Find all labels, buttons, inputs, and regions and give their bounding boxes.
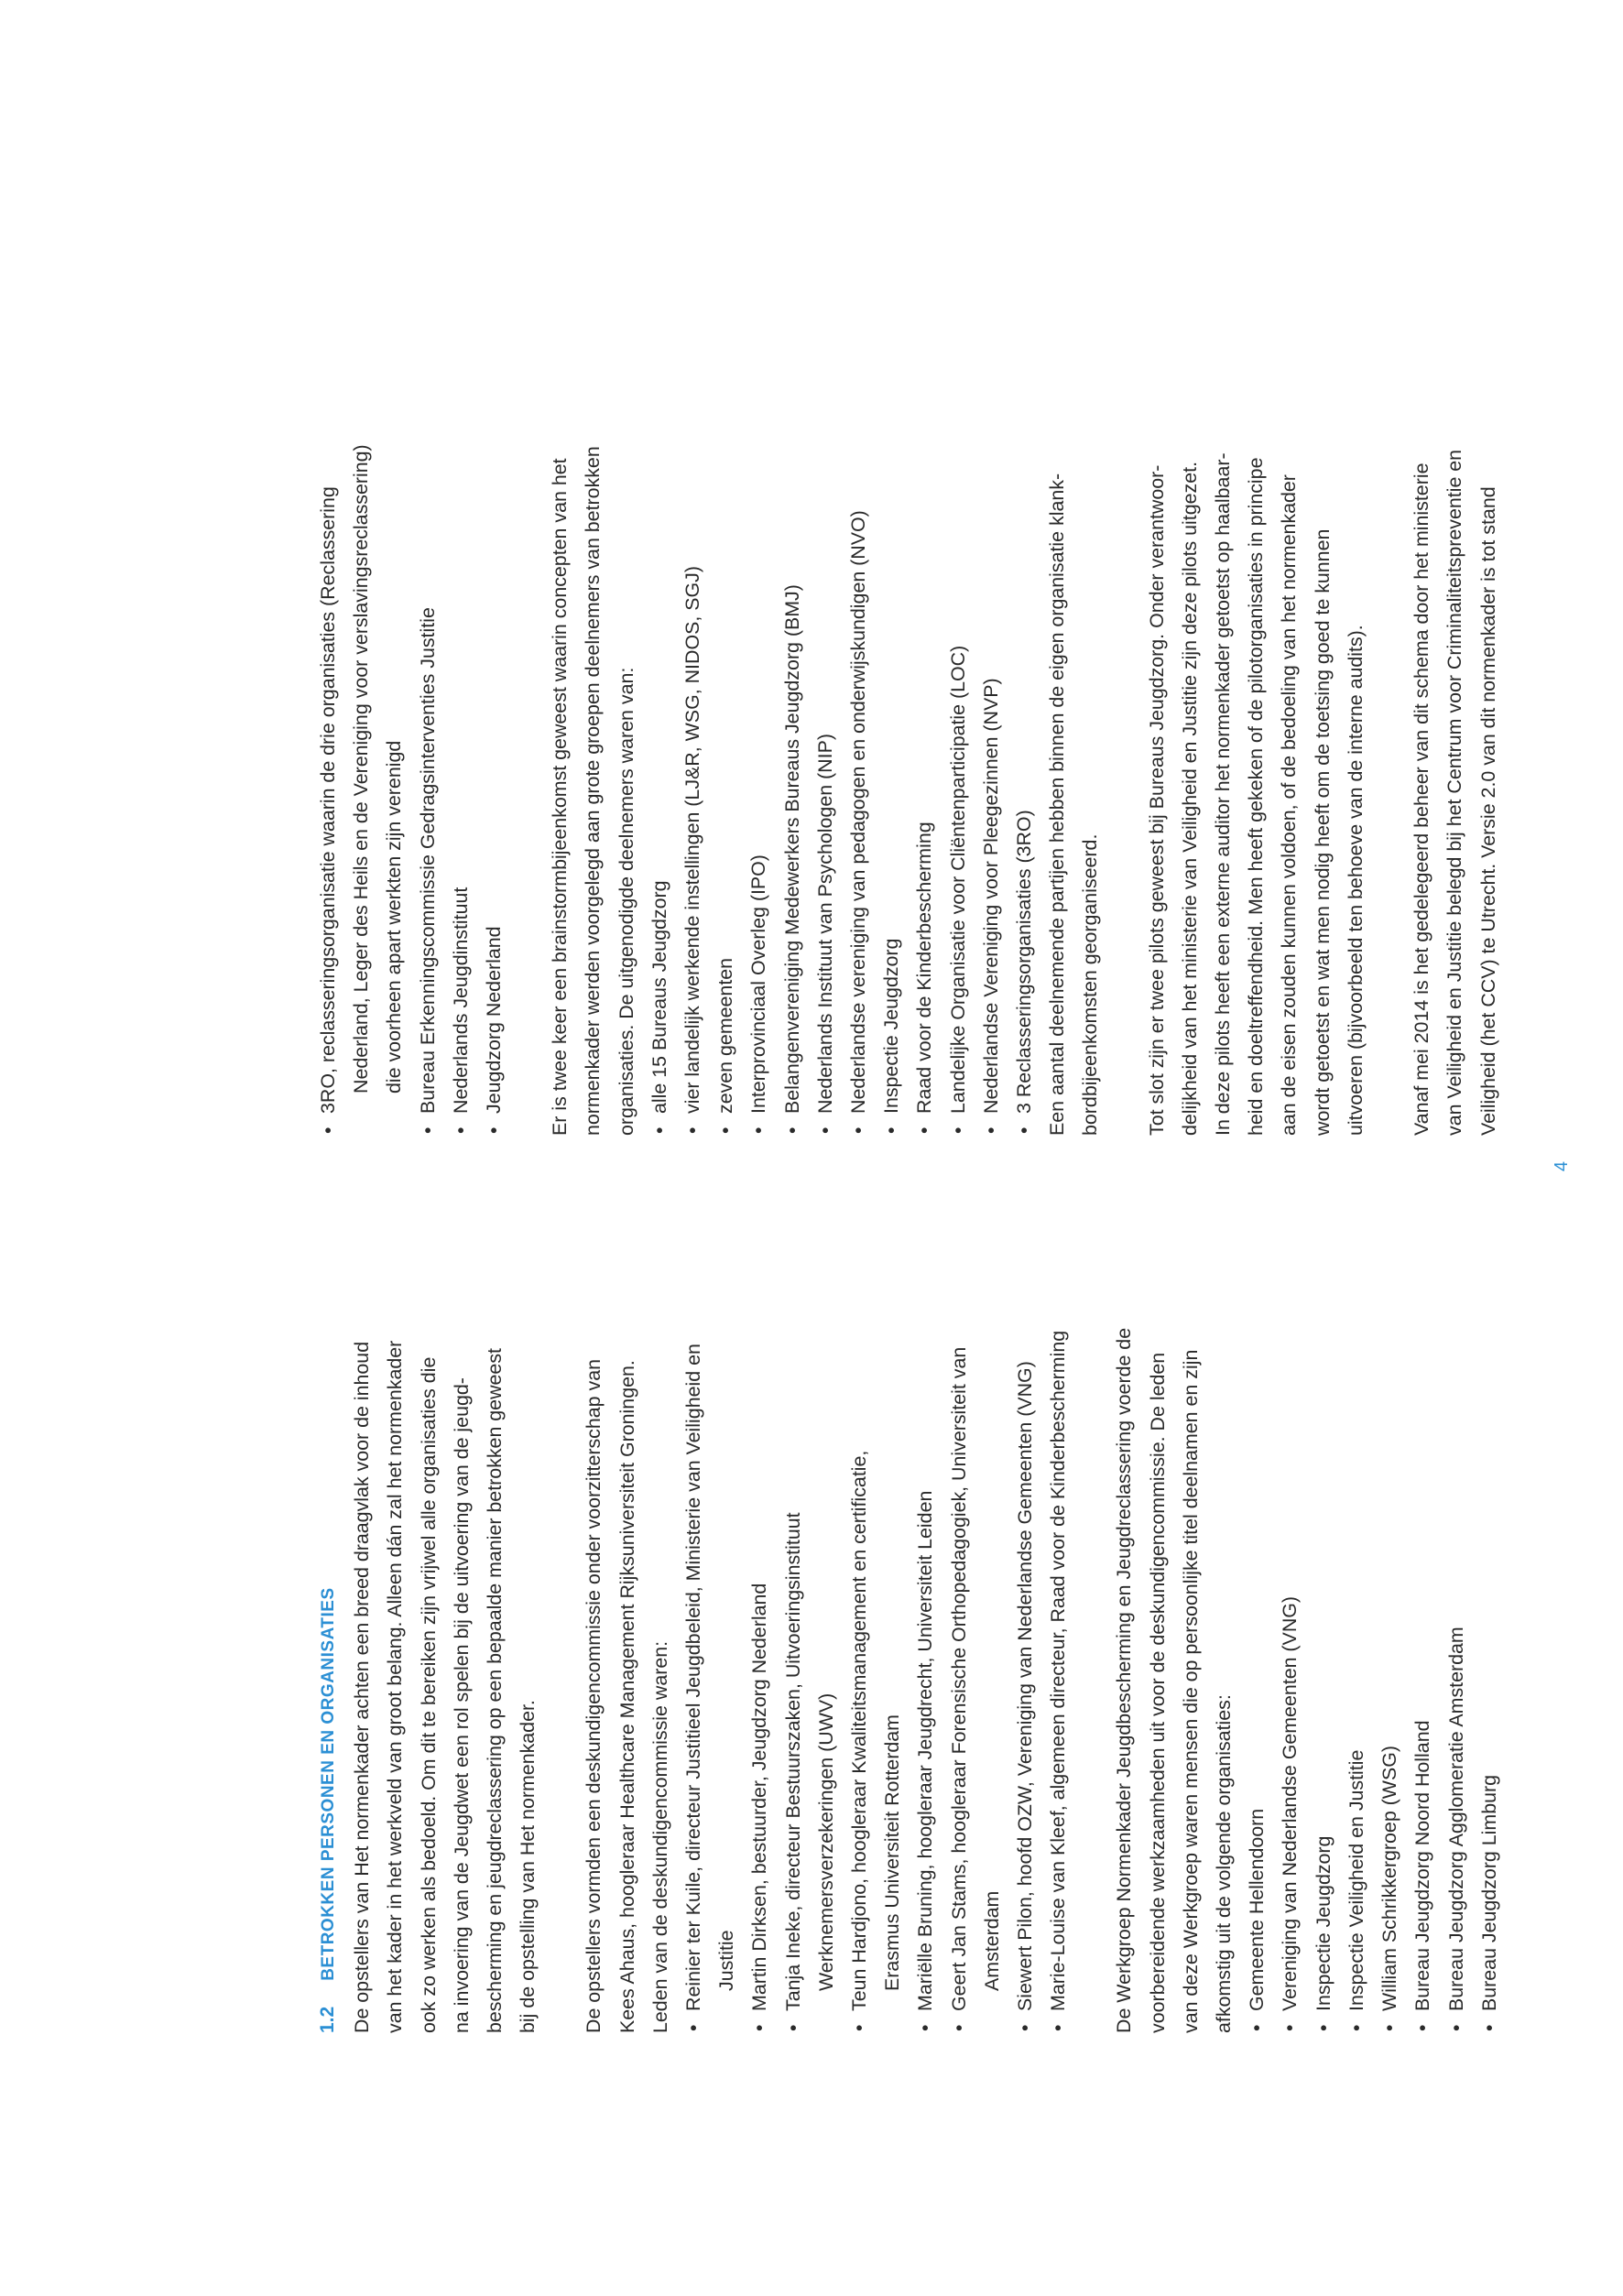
page-number: 4 — [1552, 1160, 1573, 1172]
list-item: • Jeugdzorg Nederland — [477, 311, 510, 1136]
commission-members-list — [677, 1209, 1074, 2033]
list-item: • 3RO, reclasseringsorganisatie waarin de drie organisaties (Reclassering Nederland, Leger des Heils en de Vereniging voor verslavingsreclassering) die voorheen apart werkten zijn verenigd — [311, 311, 411, 1136]
left-column — [311, 1209, 1506, 2033]
paragraph-gap — [1372, 311, 1405, 1136]
text-line: organisaties. De uitgenodigde deelnemers waren van: — [615, 667, 637, 1136]
text-line: De Werkgroep Normenkader Jeugdbescherming en Jeugdreclassering voerde de — [1113, 1327, 1136, 2033]
list-item: • Vereniging van Nederlandse Gemeenten (VNG) — [1273, 1209, 1306, 2033]
workgroup-paragraph — [1107, 1209, 1240, 2033]
workgroup-orgs-continued-list — [311, 311, 510, 1136]
text-line: bij de opstelling van Het normenkader. — [517, 1700, 539, 2033]
list-item: • Mariëlle Bruning, hoogleraar Jeugdrecht, Universiteit Leiden — [909, 1209, 942, 2033]
text-line: Tot slot zijn er twee pilots geweest bij Bureaus Jeugdzorg. Onder verantwoor- — [1145, 464, 1168, 1136]
paragraph-gap — [1107, 311, 1140, 1136]
text-line: ook zo werken als bedoeld. Om dit te bereiken zijn vrijwel alle organisaties die — [417, 1356, 440, 2033]
list-item: • Interprovinciaal Overleg (IPO) — [742, 311, 775, 1136]
text-line: Er is twee keer een brainstormbijeenkomst geweest waarin concepten van het — [549, 458, 572, 1136]
list-item: • vier landelijk werkende instellingen (LJ&R, WSG, NIDOS, SGJ) — [676, 311, 709, 1136]
text-line: van Veiligheid en Justitie belegd bij het Centrum voor Criminaliteitspreventie en — [1443, 449, 1466, 1136]
text-line: voorbereidende werkzaamheden uit voor de deskundigencommissie. De leden — [1146, 1352, 1169, 2033]
brainstorm-paragraph — [543, 311, 643, 1136]
list-item: • Nederlandse Vereniging voor Pleegezinnen (NVP) — [975, 311, 1008, 1136]
text-line: van deze Werkgroep waren mensen die op persoonlijke titel deelnamen en zijn — [1179, 1349, 1202, 2033]
text-line: De opstellers van Het normenkader achten een breed draagvlak voor de inhoud — [351, 1341, 374, 2033]
list-item: • Landelijke Organisatie voor Cliëntenparticipatie (LOC) — [942, 311, 975, 1136]
paragraph-gap — [510, 311, 543, 1136]
list-item: • Tanja Ineke, directeur Bestuurszaken, Uitvoeringsinstituut Werknemersverzekeringen (UWV) — [777, 1209, 843, 2033]
list-item: • Bureau Jeugdzorg Agglomeratie Amsterdam — [1440, 1209, 1473, 2033]
text-line: Kees Ahaus, hoogleraar Healthcare Management Rijksuniversiteit Groningen. — [615, 1360, 638, 2033]
list-item: • Raad voor de Kinderbescherming — [908, 311, 941, 1136]
text-line: Vanaf mei 2014 is het gedelegeerd beheer van dit schema door het ministerie — [1411, 462, 1433, 1136]
text-line: Een aantal deelnemende partijen hebben binnen de eigen organisatie klank- — [1046, 473, 1069, 1136]
management-paragraph — [1405, 311, 1505, 1136]
list-item: • Bureau Erkenningscommissie Gedragsinterventies Justitie — [411, 311, 444, 1136]
list-item: • Belangenvereniging Medewerkers Bureaus Jeugdzorg (BMJ) — [776, 311, 809, 1136]
text-line: delijkheid van het ministerie van Veiligheid en Justitie zijn deze pilots uitgezet. — [1178, 461, 1201, 1136]
section-heading — [311, 1209, 345, 2033]
text-line: aan de eisen zouden kunnen voldoen, of de bedoeling van het normenkader — [1278, 474, 1301, 1136]
list-item: • William Schrikkergroep (WSG) — [1373, 1209, 1406, 2033]
text-line: van het kader in het werkveld van groot belang. Alleen dán zal het normenkader — [384, 1340, 407, 2033]
list-item: • Inspectie Jeugdzorg — [1307, 1209, 1340, 2033]
text-line: heid en doeltreffendheid. Men heeft gekeken of de pilotorganisaties in principe — [1245, 457, 1268, 1136]
list-item: • Nederlands Instituut van Psychologen (NIP) — [809, 311, 842, 1136]
list-item: • Geert Jan Stams, hoogleraar Forensische Orthopedagogiek, Universiteit van Amsterdam — [942, 1209, 1008, 2033]
list-item: • Nederlands Jeugdinstituut — [444, 311, 477, 1136]
workgroup-orgs-list — [1240, 1209, 1506, 2033]
sounding-board-paragraph — [1040, 311, 1106, 1136]
list-item: • Marie-Louise van Kleef, algemeen directeur, Raad voor de Kinderbescherming — [1041, 1209, 1074, 2033]
text-line: normenkader werden voorgelegd aan grote groepen deelnemers van betrokken — [582, 446, 605, 1136]
text-line: afkomstig uit de volgende organisaties: — [1213, 1694, 1236, 2033]
text-line: wordt getoetst en wat men nodig heeft om de toetsing goed te kunnen — [1311, 528, 1334, 1136]
text-line: na invoering van de Jeugdwet een rol spelen bij de uitvoering van de jeugd- — [450, 1377, 473, 2033]
list-item: • Teun Hardjono, hoogleraar Kwaliteitsmanagement en certificatie, Erasmus Universiteit Rotterdam — [843, 1209, 909, 2033]
intro-paragraph — [345, 1209, 544, 2033]
right-column — [311, 311, 1505, 1136]
pilots-paragraph — [1140, 311, 1372, 1136]
list-item: • 3 Reclasseringsorganisaties (3RO) — [1008, 311, 1040, 1136]
paragraph-gap — [1074, 1209, 1107, 2033]
list-item: • Nederlandse vereniging van pedagogen en onderwijskundigen (NVO) — [842, 311, 875, 1136]
text-line: uitvoeren (bijvoorbeeld ten behoeve van de interne audits). — [1344, 625, 1367, 1136]
list-item: • Martin Dirksen, bestuurder, Jeugdzorg Nederland — [743, 1209, 776, 2033]
brainstorm-orgs-list — [643, 311, 1040, 1136]
text-line: Veiligheid (het CCV) te Utrecht. Versie 2.0 van dit normenkader is tot stand — [1476, 486, 1499, 1136]
list-item: • Inspectie Jeugdzorg — [875, 311, 908, 1136]
list-item: • zeven gemeenten — [709, 311, 742, 1136]
text-line: bescherming en jeugdreclassering op een bepaalde manier betrokken geweest — [484, 1348, 507, 2033]
list-item: • Bureau Jeugdzorg Noord Holland — [1406, 1209, 1439, 2033]
list-item: • alle 15 Bureaus Jeugdzorg — [643, 311, 676, 1136]
text-line: bordbijeenkomsten georganiseerd. — [1079, 833, 1102, 1136]
list-item: • Bureau Jeugdzorg Limburg — [1473, 1209, 1506, 2033]
text-line: De opstellers vormden een deskundigencommissie onder voorzitterschap van — [583, 1359, 605, 2033]
rotated-content — [311, 311, 1500, 2033]
list-item: • Inspectie Veiligheid en Justitie — [1340, 1209, 1373, 2033]
list-item: • Siewert Pilon, hoofd OZW, Vereniging van Nederlandse Gemeenten (VNG) — [1008, 1209, 1041, 2033]
list-item: • Reinier ter Kuile, directeur Justitieel Jeugdbeleid, Ministerie van Veiligheid en Justitie — [677, 1209, 743, 2033]
paragraph-gap — [544, 1209, 577, 2033]
commission-paragraph — [577, 1209, 677, 2033]
list-item: • Gemeente Hellendoorn — [1240, 1209, 1273, 2033]
text-line: In deze pilots heeft een externe auditor het normenkader getoetst op haalbaar- — [1212, 452, 1235, 1136]
text-line: Leden van de deskundigencommissie waren: — [648, 1640, 671, 2033]
section-number: 1.2 — [317, 2006, 338, 2033]
section-title: BETROKKEN PERSONEN EN ORGANISATIES — [319, 1587, 338, 1981]
